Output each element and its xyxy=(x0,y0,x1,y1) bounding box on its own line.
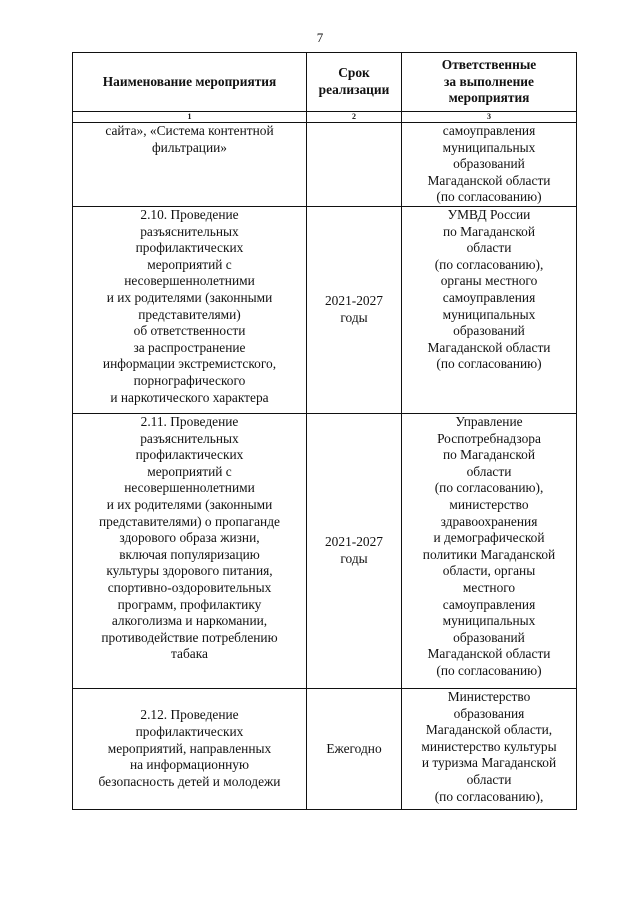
row-term-cell: Ежегодно xyxy=(307,688,402,809)
header-responsible: Ответственные за выполнение мероприятия xyxy=(402,53,577,112)
row-responsible-cell: Министерство образования Магаданской области, министерство культуры и туризма Магаданской области (по согласованию), xyxy=(402,688,577,809)
table-row xyxy=(73,688,577,809)
table-row xyxy=(73,123,577,207)
activities-table xyxy=(72,52,577,810)
row-responsible-cell: Управление Роспотребнадзора по Магаданской области (по согласованию), министерство здравоохранения и демографической политики Магаданской области, органы местного самоуправления муниципальных образований Магаданской области (по согласованию) xyxy=(402,413,577,688)
table-row xyxy=(73,413,577,688)
row-responsible-cell: самоуправления муниципальных образований Магаданской области (по согласованию) xyxy=(402,123,577,207)
header-name: Наименование мероприятия xyxy=(73,53,307,112)
column-number: 3 xyxy=(402,112,577,123)
column-numbers-row xyxy=(73,112,577,123)
row-name-cell: 2.11. Проведение разъяснительных профилактических мероприятий с несовершеннолетними и их родителями (законными представителями) о пропаганде здорового образа жизни, включая популяризацию культуры здорового питания, спортивно-оздоровительных программ, профилактику алкоголизма и наркомании, противодействие потреблению табака xyxy=(73,413,307,688)
row-responsible-cell: УМВД России по Магаданской области (по согласованию), органы местного самоуправления муниципальных образований Магаданской области (по согласованию) xyxy=(402,206,577,413)
row-name-cell: 2.12. Проведение профилактических мероприятий, направленных на информационную безопасность детей и молодежи xyxy=(73,688,307,809)
row-term-cell: 2021-2027 годы xyxy=(307,413,402,688)
header-term: Срок реализации xyxy=(307,53,402,112)
page-number: 7 xyxy=(316,30,324,45)
row-term-cell: 2021-2027 годы xyxy=(307,206,402,413)
column-number: 2 xyxy=(307,112,402,123)
row-name-cell: сайта», «Система контентной фильтрации» xyxy=(73,123,307,207)
row-term-cell xyxy=(307,123,402,207)
column-number: 1 xyxy=(73,112,307,123)
table-header xyxy=(73,53,577,123)
table-row xyxy=(73,206,577,413)
row-name-cell: 2.10. Проведение разъяснительных профилактических мероприятий с несовершеннолетними и их родителями (законными представителями) об ответственности за распространение информации экстремистского, порнографического и наркотического характера xyxy=(73,206,307,413)
